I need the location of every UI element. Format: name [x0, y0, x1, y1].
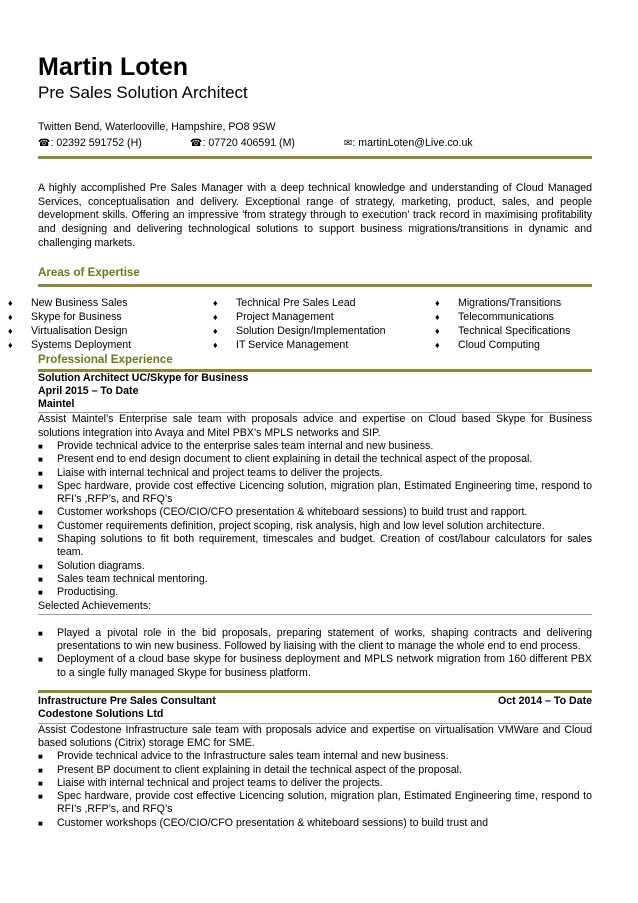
- expertise-label: Technical Specifications: [458, 324, 571, 337]
- list-item-text: Productising.: [57, 586, 119, 599]
- list-item: [38, 520, 592, 533]
- list-item-text: Customer workshops (CEO/CIO/CFO presentation & whiteboard sessions) to build trust and: [57, 816, 488, 829]
- job-bullets: [38, 750, 592, 830]
- profile-summary: A highly accomplished Pre Sales Manager with a deep technical knowledge and understanding of Cloud Managed Services, conceptualisation and delivery. Exceptional range of strategy, marketing, product, sales, and people development skills. Offering an impressive 'from strategy through to execution' track record in maximising profitability and designing and delivering technological solutions to support business migrations/transitions in dynamic and challenging markets.: [38, 182, 592, 249]
- list-item-text: Liaise with internal technical and project teams to deliver the projects.: [57, 776, 383, 789]
- job-separator: [38, 690, 592, 693]
- job-company: Maintel: [38, 398, 75, 411]
- expertise-label: Cloud Computing: [458, 338, 540, 351]
- expertise-item: [211, 338, 433, 352]
- diamond-bullet-icon: ♦: [213, 311, 218, 322]
- list-item-text: Spec hardware, provide cost effective Licencing solution, migration plan, Estimated Engineering time, respond to RFI’s ,RFP’s, and RFQ’s: [57, 479, 592, 506]
- square-bullet-icon: ■: [38, 561, 43, 571]
- achievements-label: Selected Achievements:: [38, 599, 152, 612]
- list-item: [38, 533, 592, 560]
- expertise-item: [433, 310, 626, 324]
- candidate-name: Martin Loten: [38, 53, 188, 81]
- expertise-label: New Business Sales: [31, 296, 128, 309]
- square-bullet-icon: ■: [38, 442, 43, 451]
- expertise-item: [6, 324, 211, 338]
- list-item-text: Sales team technical mentoring.: [57, 572, 208, 585]
- diamond-bullet-icon: ♦: [8, 325, 13, 336]
- list-item: [38, 653, 592, 680]
- job-bullets: [38, 440, 592, 600]
- job-role: Infrastructure Pre Sales Consultant: [38, 695, 216, 708]
- email[interactable]: [344, 135, 473, 152]
- envelope-icon: ✉: [344, 138, 353, 149]
- list-item: [38, 560, 592, 573]
- expertise-item: [6, 310, 211, 324]
- list-item-text: Present BP document to client explaining in detail the technical aspect of the proposal.: [57, 763, 462, 776]
- diamond-bullet-icon: ♦: [213, 297, 218, 308]
- list-item: [38, 627, 592, 654]
- resume-page: [8, 52, 592, 830]
- expertise-item: [211, 310, 433, 324]
- header-divider: [38, 156, 592, 159]
- expertise-area: [8, 287, 592, 351]
- contact-row: [38, 135, 592, 152]
- list-item-text: Played a pivotal role in the bid proposals, preparing statement of works, shaping contracts and delivering presentations to win new business. Followed by liaising with the client to manage the whole end to end process.: [57, 626, 592, 653]
- diamond-bullet-icon: ♦: [435, 311, 440, 322]
- list-item: [38, 790, 592, 817]
- mobile-phone: [190, 135, 344, 152]
- expertise-label: Technical Pre Sales Lead: [236, 296, 356, 309]
- expertise-item: [211, 296, 433, 310]
- square-bullet-icon: ■: [38, 778, 43, 788]
- square-bullet-icon: ■: [38, 818, 43, 828]
- job-maintel: [38, 372, 592, 681]
- list-item: [38, 440, 592, 453]
- list-item-text: Solution diagrams.: [57, 559, 145, 572]
- list-item-text: Provide technical advice to the enterprise sales team internal and new business.: [57, 440, 434, 452]
- list-item: [38, 480, 592, 507]
- list-item-text: Deployment of a cloud base skype for business deployment and MPLS network migration from 160 different PBX to a single fully managed Skype for business platform.: [57, 653, 592, 679]
- expertise-item: [433, 338, 626, 352]
- list-item: [38, 750, 592, 763]
- expertise-label: Telecommunications: [458, 310, 554, 323]
- job-header-row: [38, 695, 592, 708]
- expertise-item: [211, 324, 433, 338]
- email-text[interactable]: : martinLoten@Live.co.uk: [352, 137, 473, 149]
- address: Twitten Bend, Waterlooville, Hampshire, PO8 9SW: [38, 121, 276, 133]
- diamond-bullet-icon: ♦: [435, 325, 440, 336]
- square-bullet-icon: ■: [38, 752, 43, 762]
- candidate-title: Pre Sales Solution Architect: [38, 83, 248, 102]
- expertise-item: [6, 338, 211, 352]
- square-bullet-icon: ■: [38, 521, 43, 531]
- expertise-item: [6, 296, 211, 310]
- expertise-grid: [6, 296, 626, 352]
- job-codestone: [38, 695, 592, 830]
- square-bullet-icon: ■: [38, 628, 43, 638]
- square-bullet-icon: ■: [38, 655, 43, 665]
- list-item: [38, 817, 592, 830]
- job-role: Solution Architect UC/Skype for Business: [38, 371, 249, 384]
- diamond-bullet-icon: ♦: [8, 311, 13, 322]
- square-bullet-icon: ■: [38, 455, 43, 465]
- section-heading-experience: Professional Experience: [38, 352, 173, 366]
- diamond-bullet-icon: ♦: [213, 325, 218, 336]
- list-item-text: Spec hardware, provide cost effective Licencing solution, migration plan, Estimated Engineering time, respond to RFI’s ,RFP’s, and RFQ’s: [57, 790, 592, 816]
- list-item: [38, 764, 592, 777]
- expertise-label: Migrations/Transitions: [458, 296, 562, 309]
- list-item-text: Shaping solutions to fit both requirement, timescales and budget. Creation of cost/labour calculators for sales team.: [57, 533, 592, 559]
- section-heading-expertise: Areas of Expertise: [38, 265, 140, 279]
- expertise-item: [433, 296, 626, 310]
- list-item: [38, 506, 592, 519]
- list-item-text: Customer workshops (CEO/CIO/CFO presentation & whiteboard sessions) to build trust and rapport.: [57, 506, 528, 519]
- list-item: [38, 573, 592, 586]
- square-bullet-icon: ■: [38, 765, 43, 775]
- list-item: [38, 586, 592, 599]
- diamond-bullet-icon: ♦: [435, 339, 440, 350]
- list-item-text: Provide technical advice to the Infrastructure sales team internal and new business.: [57, 750, 449, 763]
- square-bullet-icon: ■: [38, 574, 43, 584]
- square-bullet-icon: ■: [38, 481, 43, 491]
- diamond-bullet-icon: ♦: [213, 339, 218, 350]
- home-phone: [38, 135, 190, 152]
- list-item-text: Present end to end design document to client explaining in detail the technical aspect of the proposal.: [57, 453, 533, 466]
- expertise-label: Skype for Business: [31, 310, 122, 323]
- expertise-label: Virtualisation Design: [31, 324, 128, 337]
- phone-icon: ☎: [38, 138, 51, 149]
- list-item: [38, 777, 592, 790]
- list-item: [38, 467, 592, 480]
- diamond-bullet-icon: ♦: [8, 339, 13, 350]
- expertise-label: Systems Deployment: [31, 338, 132, 351]
- list-item-text: Customer requirements definition, project scoping, risk analysis, high and low level solution architecture.: [57, 519, 545, 532]
- job-intro: Assist Maintel’s Enterprise sale team with proposals advice and expertise on Cloud based Skype for Business solutions integration into Avaya and Mitel PBX’s MPLS networks and SIP.: [38, 413, 592, 439]
- job-company: Codestone Solutions Ltd: [38, 708, 164, 721]
- expertise-label: Project Management: [236, 310, 334, 323]
- list-item: [38, 453, 592, 466]
- expertise-item: [433, 324, 626, 338]
- job-intro: Assist Codestone Infrastructure sale team with proposals advice and expertise on virtualisation VMWare and Cloud based solutions (Citrix) storage EMC for SME.: [38, 723, 592, 749]
- square-bullet-icon: ■: [38, 792, 43, 802]
- phone-icon: ☎: [190, 138, 203, 149]
- square-bullet-icon: ■: [38, 535, 43, 545]
- square-bullet-icon: ■: [38, 508, 43, 518]
- diamond-bullet-icon: ♦: [8, 297, 13, 308]
- home-phone-text: : 02392 591752 (H): [50, 137, 142, 149]
- achievements-bullets: [38, 627, 592, 680]
- square-bullet-icon: ■: [38, 588, 43, 598]
- list-item-text: Liaise with internal technical and project teams to deliver the projects.: [57, 466, 383, 479]
- job-dates: April 2015 – To Date: [38, 384, 139, 397]
- expertise-label: IT Service Management: [236, 338, 349, 351]
- mobile-phone-text: : 07720 406591 (M): [202, 137, 295, 149]
- square-bullet-icon: ■: [38, 468, 43, 478]
- expertise-label: Solution Design/Implementation: [236, 324, 386, 337]
- diamond-bullet-icon: ♦: [435, 297, 440, 308]
- job-dates: Oct 2014 – To Date: [497, 695, 592, 708]
